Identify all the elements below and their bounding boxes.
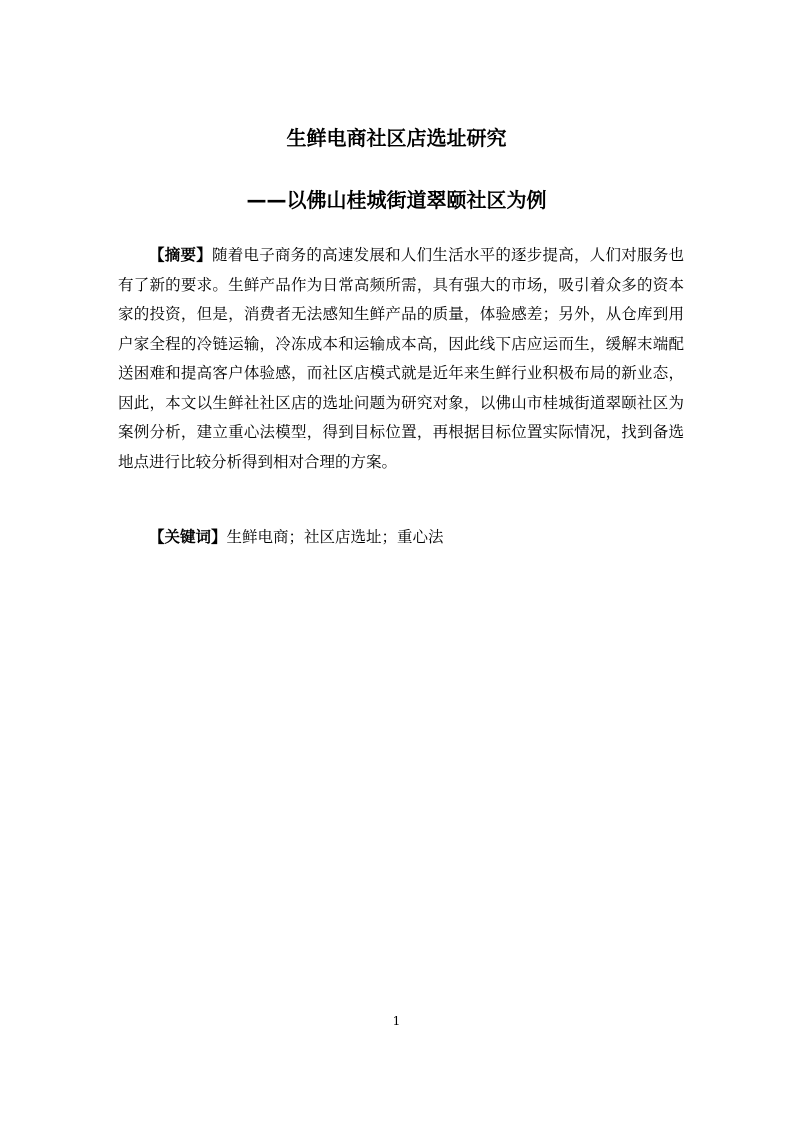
abstract-paragraph xyxy=(118,241,684,477)
abstract-text: 随着电子商务的高速发展和人们生活水平的逐步提高，人们对服务也有了新的要求。生鲜产品作为日常高频所需，具有强大的市场，吸引着众多的资本家的投资，但是，消费者无法感知生鲜产品的质量，体验感差；另外，从仓库到用户家全程的冷链运输，冷冻成本和运输成本高，因此线下店应运而生，缓解末端配送困难和提高客户体验感，而社区店模式就是近年来生鲜行业积极布局的新业态，因此，本文以生鲜社社区店的选址问题为研究对象，以佛山市桂城街道翠颐社区为案例分析，建立重心法模型，得到目标位置，再根据目标位置实际情况，找到备选地点进行比较分析得到相对合理的方案。 xyxy=(118,246,684,471)
document-subtitle: ——以佛山桂城街道翠颐社区为例 xyxy=(246,188,547,212)
keywords-text: 生鲜电商；社区店选址；重心法 xyxy=(226,528,444,546)
document-title: 生鲜电商社区店选址研究 xyxy=(286,126,507,150)
abstract-label: 【摘要】 xyxy=(149,246,212,264)
keywords-label: 【关键词】 xyxy=(149,528,227,546)
keywords-paragraph xyxy=(118,523,684,553)
page-number: 1 xyxy=(392,1014,401,1028)
